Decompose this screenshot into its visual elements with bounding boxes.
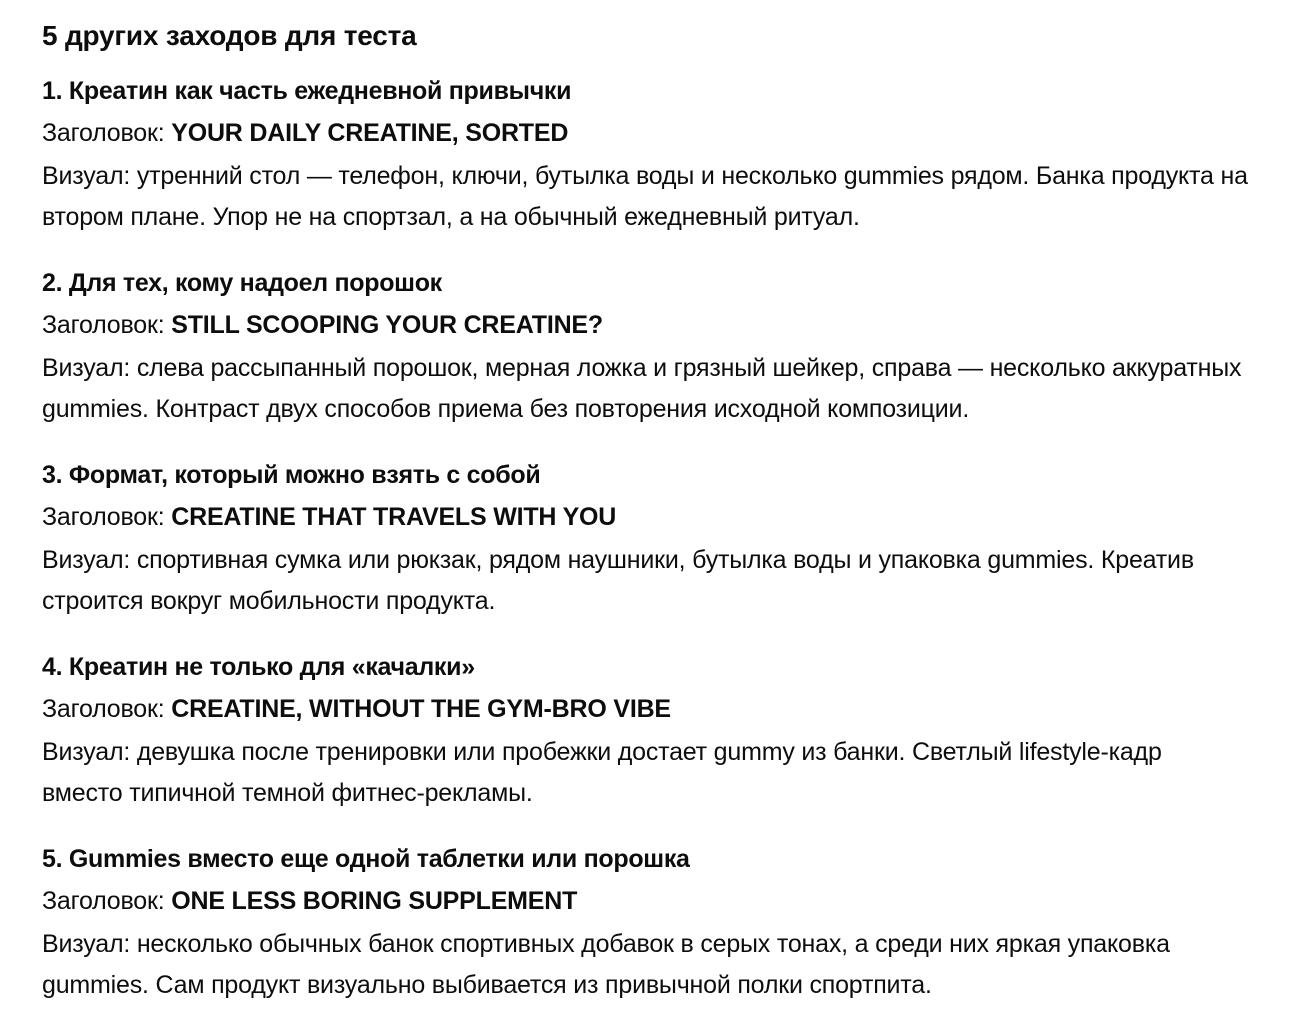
idea-item-4 xyxy=(42,648,1248,814)
headline-value: ONE LESS BORING SUPPLEMENT xyxy=(171,887,578,915)
headline-label: Заголовок: xyxy=(42,119,172,147)
idea-visual: Визуал: девушка после тренировки или пробежки достает gummy из банки. Светлый lifestyle-кадр вместо типичной темной фитнес-рекламы. xyxy=(42,738,1162,807)
idea-headline xyxy=(42,686,1248,732)
idea-item-1 xyxy=(42,72,1248,238)
idea-visual: Визуал: слева рассыпанный порошок, мерная ложка и грязный шейкер, справа — несколько аккуратных gummies. Контраст двух способов приема без повторения исходной композиции. xyxy=(42,354,1242,423)
idea-item-5 xyxy=(42,840,1248,1006)
document-title: 5 других заходов для теста xyxy=(42,20,417,51)
idea-visual: Визуал: утренний стол — телефон, ключи, бутылка воды и несколько gummies рядом. Банка продукта на втором плане. Упор не на спортзал, а на обычный ежедневный ритуал. xyxy=(42,162,1248,231)
headline-label: Заголовок: xyxy=(42,695,172,723)
idea-heading: 2. Для тех, кому надоел порошок xyxy=(42,269,442,297)
headline-label: Заголовок: xyxy=(42,311,172,339)
headline-label: Заголовок: xyxy=(42,887,172,915)
headline-value: STILL SCOOPING YOUR CREATINE? xyxy=(171,311,603,339)
idea-headline xyxy=(42,494,1248,540)
idea-heading: 3. Формат, который можно взять с собой xyxy=(42,461,541,489)
idea-visual: Визуал: спортивная сумка или рюкзак, рядом наушники, бутылка воды и упаковка gummies. Креатив строится вокруг мобильности продукта. xyxy=(42,546,1194,615)
idea-heading: 1. Креатин как часть ежедневной привычки xyxy=(42,77,572,105)
idea-heading: 4. Креатин не только для «качалки» xyxy=(42,653,475,681)
idea-headline xyxy=(42,302,1248,348)
idea-headline xyxy=(42,878,1248,924)
headline-label: Заголовок: xyxy=(42,503,172,531)
headline-value: CREATINE, WITHOUT THE GYM-BRO VIBE xyxy=(171,695,671,723)
idea-item-3 xyxy=(42,456,1248,622)
idea-item-2 xyxy=(42,264,1248,430)
idea-headline xyxy=(42,110,1248,156)
headline-value: CREATINE THAT TRAVELS WITH YOU xyxy=(171,503,617,531)
headline-value: YOUR DAILY CREATINE, SORTED xyxy=(171,119,569,147)
idea-visual: Визуал: несколько обычных банок спортивных добавок в серых тонах, а среди них яркая упаковка gummies. Сам продукт визуально выбивается из привычной полки спортпита. xyxy=(42,930,1170,999)
idea-heading: 5. Gummies вместо еще одной таблетки или порошка xyxy=(42,845,690,873)
